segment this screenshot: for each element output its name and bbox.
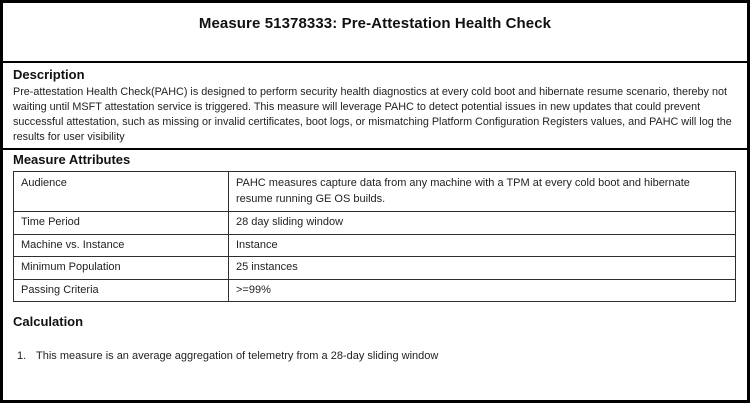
description-heading: Description: [13, 67, 85, 82]
measure-attributes-section: [3, 150, 747, 302]
attribute-value: 28 day sliding window: [229, 212, 736, 235]
attribute-label: Time Period: [14, 212, 229, 235]
attribute-value: 25 instances: [229, 257, 736, 280]
attribute-label: Audience: [14, 172, 229, 212]
list-item-text: This measure is an average aggregation of telemetry from a 28-day sliding window: [36, 350, 439, 362]
title-bar: [3, 3, 747, 63]
measure-attributes-heading: Measure Attributes: [13, 152, 131, 167]
attribute-value: >=99%: [229, 279, 736, 302]
attribute-label: Minimum Population: [14, 257, 229, 280]
table-row: [14, 279, 736, 302]
table-row: [14, 212, 736, 235]
calculation-heading: Calculation: [13, 314, 84, 329]
attribute-label: Machine vs. Instance: [14, 234, 229, 257]
description-body: Pre-attestation Health Check(PAHC) is designed to perform security health diagnostics at every cold boot and hibernate resume scenario, thereby not waiting until MSFT attestation service is triggered. This measure will leverage PAHC to detect potential issues in new updates that could prevent successful attestation, such as missing or invalid certificates, boot logs, or mismatching Platform Configuration Registers values, and PAHC will log the results for user visibility: [13, 86, 732, 143]
attribute-value: Instance: [229, 234, 736, 257]
attribute-value: PAHC measures capture data from any machine with a TPM at every cold boot and hibernate resume running GE OS builds.: [229, 172, 736, 212]
page-title: Measure 51378333: Pre-Attestation Health Check: [198, 15, 552, 32]
description-section: [3, 63, 747, 150]
list-item: [13, 349, 737, 364]
list-item-number: 1.: [17, 350, 27, 362]
attribute-label: Passing Criteria: [14, 279, 229, 302]
table-row: [14, 234, 736, 257]
measure-attributes-table: [13, 171, 736, 302]
table-row: [14, 257, 736, 280]
table-row: [14, 172, 736, 212]
calculation-section: [3, 302, 747, 364]
